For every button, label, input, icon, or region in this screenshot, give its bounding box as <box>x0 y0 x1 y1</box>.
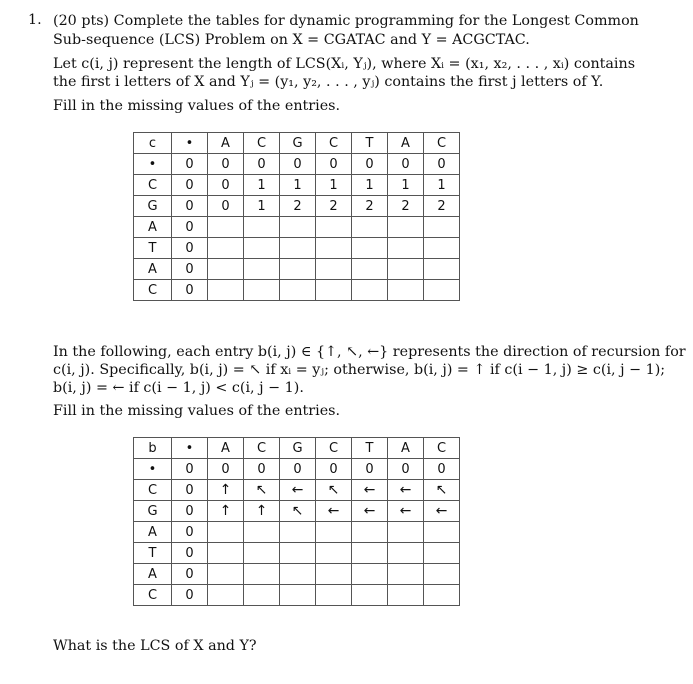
blank-entry-cell[interactable] <box>316 585 352 606</box>
table-row <box>134 196 460 217</box>
table-cell: 0 <box>244 459 280 480</box>
blank-entry-cell[interactable] <box>388 543 424 564</box>
table-cell: 0 <box>172 564 208 585</box>
table-cell: ↑ <box>208 501 244 522</box>
table-cell: 0 <box>280 154 316 175</box>
table-row <box>134 480 460 501</box>
table-cell: 0 <box>352 459 388 480</box>
lcs-direction-table <box>133 437 460 606</box>
blank-entry-cell[interactable] <box>316 564 352 585</box>
blank-entry-cell[interactable] <box>316 522 352 543</box>
blank-entry-cell[interactable] <box>280 585 316 606</box>
table-cell: 0 <box>388 154 424 175</box>
table-cell: G <box>134 196 172 217</box>
blank-entry-cell[interactable] <box>280 564 316 585</box>
blank-entry-cell[interactable] <box>352 585 388 606</box>
blank-entry-cell[interactable] <box>424 564 460 585</box>
table-cell: 1 <box>244 196 280 217</box>
table-cell: C <box>134 280 172 301</box>
table-cell: ↖ <box>316 480 352 501</box>
table-cell: 0 <box>172 501 208 522</box>
table-cell: G <box>134 501 172 522</box>
table-cell: 1 <box>388 175 424 196</box>
table-cell: • <box>134 154 172 175</box>
table-cell: 0 <box>316 154 352 175</box>
blank-entry-cell[interactable] <box>280 543 316 564</box>
table-cell: 1 <box>280 175 316 196</box>
b-definition-line2: c(i, j). Specifically, b(i, j) = ↖ if xᵢ = yⱼ; otherwise, b(i, j) = ↑ if c(i − 1, j) ≥ c(i, j − 1); <box>53 362 666 378</box>
table-row <box>134 522 460 543</box>
blank-entry-cell[interactable] <box>244 585 280 606</box>
table-row <box>134 501 460 522</box>
table-row <box>134 175 460 196</box>
blank-entry-cell[interactable] <box>352 238 388 259</box>
table-row <box>134 564 460 585</box>
blank-entry-cell[interactable] <box>280 280 316 301</box>
table-cell: 0 <box>172 280 208 301</box>
table-cell: ↑ <box>244 501 280 522</box>
blank-entry-cell[interactable] <box>316 238 352 259</box>
table-cell: ← <box>316 501 352 522</box>
blank-entry-cell[interactable] <box>352 522 388 543</box>
table-cell: ↖ <box>280 501 316 522</box>
blank-entry-cell[interactable] <box>352 259 388 280</box>
table-cell: 0 <box>172 585 208 606</box>
blank-entry-cell[interactable] <box>244 217 280 238</box>
table-cell: ← <box>388 480 424 501</box>
table-row <box>134 238 460 259</box>
table-cell: 0 <box>172 238 208 259</box>
table-cell: C <box>134 585 172 606</box>
table-cell: 2 <box>424 196 460 217</box>
blank-entry-cell[interactable] <box>244 522 280 543</box>
table-cell: 1 <box>352 175 388 196</box>
table-cell: 0 <box>172 154 208 175</box>
table-cell: 0 <box>208 459 244 480</box>
table-cell: T <box>134 543 172 564</box>
blank-entry-cell[interactable] <box>208 238 244 259</box>
table-cell: 0 <box>208 154 244 175</box>
table-cell: 2 <box>388 196 424 217</box>
blank-entry-cell[interactable] <box>424 259 460 280</box>
table-cell: A <box>208 133 244 154</box>
table-cell: T <box>134 238 172 259</box>
table-cell: ↑ <box>208 480 244 501</box>
blank-entry-cell[interactable] <box>424 543 460 564</box>
table-cell: 0 <box>172 459 208 480</box>
table-cell: 0 <box>172 522 208 543</box>
table-cell: ← <box>424 501 460 522</box>
blank-entry-cell[interactable] <box>280 259 316 280</box>
blank-entry-cell[interactable] <box>424 522 460 543</box>
problem-title-line2: Sub-sequence (LCS) Problem on X = CGATAC and Y = ACGCTAC. <box>53 32 530 48</box>
table-cell: 0 <box>316 459 352 480</box>
final-question: What is the LCS of X and Y? <box>53 638 257 654</box>
table-row <box>134 459 460 480</box>
blank-entry-cell[interactable] <box>244 564 280 585</box>
table-cell: A <box>134 217 172 238</box>
blank-entry-cell[interactable] <box>244 280 280 301</box>
table-cell: G <box>280 438 316 459</box>
table-cell: 0 <box>244 154 280 175</box>
table-cell: C <box>134 480 172 501</box>
table-cell: ↖ <box>424 480 460 501</box>
table-cell: C <box>424 133 460 154</box>
table-cell: 0 <box>280 459 316 480</box>
table-cell: T <box>352 133 388 154</box>
blank-entry-cell[interactable] <box>388 217 424 238</box>
table-row <box>134 259 460 280</box>
blank-entry-cell[interactable] <box>388 522 424 543</box>
blank-entry-cell[interactable] <box>352 280 388 301</box>
table-cell: 1 <box>244 175 280 196</box>
blank-entry-cell[interactable] <box>244 259 280 280</box>
table-cell: • <box>172 438 208 459</box>
table-cell: 0 <box>352 154 388 175</box>
instruction-fill-c: Fill in the missing values of the entries. <box>53 98 341 114</box>
blank-entry-cell[interactable] <box>424 585 460 606</box>
blank-entry-cell[interactable] <box>388 564 424 585</box>
table-cell: ↖ <box>244 480 280 501</box>
table-cell: A <box>388 133 424 154</box>
blank-entry-cell[interactable] <box>208 543 244 564</box>
table-cell: A <box>388 438 424 459</box>
blank-entry-cell[interactable] <box>244 543 280 564</box>
blank-entry-cell[interactable] <box>208 585 244 606</box>
problem-title-line1: (20 pts) Complete the tables for dynamic programming for the Longest Common <box>53 13 639 29</box>
blank-entry-cell[interactable] <box>316 280 352 301</box>
blank-entry-cell[interactable] <box>316 217 352 238</box>
blank-entry-cell[interactable] <box>424 238 460 259</box>
table-cell: 0 <box>424 459 460 480</box>
instruction-fill-b: Fill in the missing values of the entries. <box>53 403 341 419</box>
blank-entry-cell[interactable] <box>352 217 388 238</box>
table-cell: ← <box>352 501 388 522</box>
table-cell: 0 <box>172 175 208 196</box>
table-cell: A <box>134 564 172 585</box>
blank-entry-cell[interactable] <box>316 543 352 564</box>
table-cell: 1 <box>424 175 460 196</box>
blank-entry-cell[interactable] <box>280 217 316 238</box>
definition-line1: Let c(i, j) represent the length of LCS(Xᵢ, Yⱼ), where Xᵢ = (x₁, x₂, . . . , xᵢ) contains <box>53 56 636 72</box>
b-definition-line1: In the following, each entry b(i, j) ∈ {↑, ↖, ←} represents the direction of recursion for <box>53 344 686 360</box>
definition-line2: the first i letters of X and Yⱼ = (y₁, y₂, . . . , yⱼ) contains the first j letters of Y. <box>53 74 604 90</box>
blank-entry-cell[interactable] <box>352 564 388 585</box>
table-cell: A <box>208 438 244 459</box>
table-cell: 0 <box>172 543 208 564</box>
table-cell: C <box>244 133 280 154</box>
table-cell: 0 <box>172 217 208 238</box>
blank-entry-cell[interactable] <box>424 280 460 301</box>
table-cell: 0 <box>172 259 208 280</box>
blank-entry-cell[interactable] <box>424 217 460 238</box>
table-cell: 0 <box>424 154 460 175</box>
table-cell: C <box>316 438 352 459</box>
blank-entry-cell[interactable] <box>280 238 316 259</box>
table-cell: 2 <box>280 196 316 217</box>
blank-entry-cell[interactable] <box>388 259 424 280</box>
table-cell: ← <box>388 501 424 522</box>
table-cell: 2 <box>316 196 352 217</box>
table-cell: A <box>134 522 172 543</box>
table-row <box>134 217 460 238</box>
table-cell: 0 <box>172 196 208 217</box>
table-cell: C <box>244 438 280 459</box>
blank-entry-cell[interactable] <box>388 238 424 259</box>
table-cell: C <box>424 438 460 459</box>
blank-entry-cell[interactable] <box>208 564 244 585</box>
b-definition-line3: b(i, j) = ← if c(i − 1, j) < c(i, j − 1). <box>53 380 304 396</box>
table-cell: 0 <box>208 175 244 196</box>
table-cell: ← <box>280 480 316 501</box>
blank-entry-cell[interactable] <box>280 522 316 543</box>
table-cell: 2 <box>352 196 388 217</box>
table-cell: 0 <box>172 480 208 501</box>
table-cell: c <box>134 133 172 154</box>
blank-entry-cell[interactable] <box>208 259 244 280</box>
table-row <box>134 133 460 154</box>
problem-number: 1. <box>28 12 42 28</box>
blank-entry-cell[interactable] <box>352 543 388 564</box>
table-cell: 1 <box>316 175 352 196</box>
blank-entry-cell[interactable] <box>208 522 244 543</box>
table-cell: • <box>134 459 172 480</box>
table-row <box>134 154 460 175</box>
blank-entry-cell[interactable] <box>208 280 244 301</box>
blank-entry-cell[interactable] <box>388 585 424 606</box>
table-row <box>134 438 460 459</box>
blank-entry-cell[interactable] <box>244 238 280 259</box>
table-cell: T <box>352 438 388 459</box>
lcs-length-table <box>133 132 460 301</box>
table-cell: C <box>316 133 352 154</box>
table-cell: A <box>134 259 172 280</box>
table-cell: C <box>134 175 172 196</box>
blank-entry-cell[interactable] <box>208 217 244 238</box>
table-cell: 0 <box>388 459 424 480</box>
blank-entry-cell[interactable] <box>316 259 352 280</box>
blank-entry-cell[interactable] <box>388 280 424 301</box>
table-cell: b <box>134 438 172 459</box>
table-row <box>134 585 460 606</box>
table-cell: ← <box>352 480 388 501</box>
table-cell: 0 <box>208 196 244 217</box>
table-cell: • <box>172 133 208 154</box>
table-row <box>134 543 460 564</box>
table-row <box>134 280 460 301</box>
table-cell: G <box>280 133 316 154</box>
